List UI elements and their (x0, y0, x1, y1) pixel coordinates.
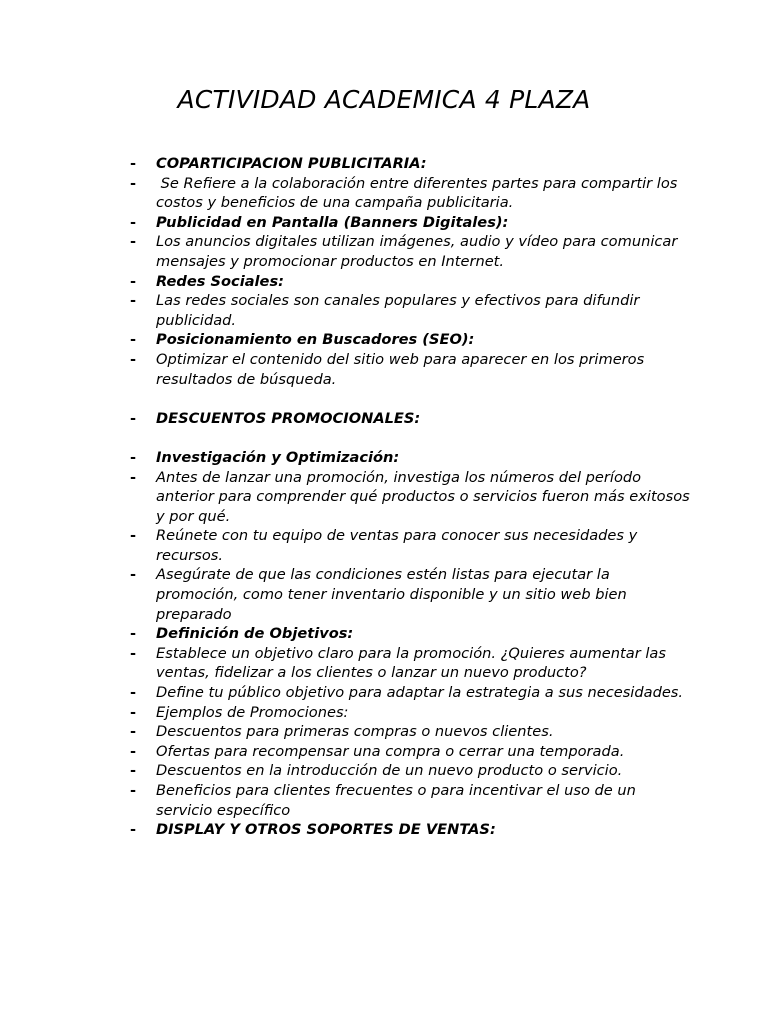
item-text: DISPLAY Y OTROS SOPORTES DE VENTAS: (156, 821, 496, 839)
list-item (130, 703, 690, 723)
list-item (130, 174, 690, 213)
list-item (130, 448, 690, 468)
bullet-dash: - (130, 625, 137, 643)
item-text: Descuentos en la introducción de un nuevo producto o servicio. (156, 762, 623, 780)
bullet-dash: - (130, 821, 137, 839)
item-text: COPARTICIPACION PUBLICITARIA: (156, 155, 427, 172)
bullet-list (130, 154, 690, 840)
list-item (130, 468, 690, 527)
list-item (130, 232, 690, 271)
item-text: Establece un objetivo claro para la promoción. ¿Quieres aumentar las ventas, fidelizar a los clientes o lanzar un nuevo producto? (156, 644, 666, 682)
item-text: Posicionamiento en Buscadores (SEO): (156, 331, 475, 349)
list-item (130, 624, 690, 644)
item-text: Ofertas para recompensar una compra o cerrar una temporada. (156, 742, 625, 760)
list-item (130, 722, 690, 742)
item-text: Se Refiere a la colaboración entre diferentes partes para compartir los costos y beneficios de una campaña publicitaria. (156, 174, 682, 212)
bullet-dash: - (130, 448, 137, 466)
list-item (130, 781, 690, 820)
list-item (130, 330, 690, 350)
list-item (130, 154, 690, 174)
item-text: Reúnete con tu equipo de ventas para conocer sus necesidades y recursos. (156, 527, 638, 564)
item-text: Redes Sociales: (156, 272, 284, 290)
list-item (130, 742, 690, 762)
list-item (130, 644, 690, 683)
bullet-dash: - (130, 684, 137, 702)
list-item (130, 526, 690, 565)
list-item (130, 272, 690, 292)
bullet-dash: - (130, 527, 137, 545)
list-item (130, 683, 690, 703)
item-text: Investigación y Optimización: (156, 448, 400, 466)
item-text: Ejemplos de Promociones: (156, 703, 349, 721)
bullet-dash: - (130, 409, 137, 427)
bullet-dash: - (130, 174, 137, 192)
bullet-dash: - (130, 762, 137, 780)
list-item (130, 565, 690, 624)
item-text: Descuentos para primeras compras o nuevos clientes. (156, 723, 554, 741)
bullet-dash: - (130, 292, 137, 310)
bullet-dash: - (130, 272, 137, 290)
bullet-dash: - (130, 566, 137, 584)
item-text: Las redes sociales son canales populares y efectivos para difundir publicidad. (156, 292, 640, 329)
item-text: Los anuncios digitales utilizan imágenes, audio y vídeo para comunicar mensajes y promocionar productos en Internet. (156, 233, 678, 270)
item-text: Asegúrate de que las condiciones estén listas para ejecutar la promoción, como tener inventario disponible y un sitio web bien preparado (156, 566, 627, 623)
bullet-dash: - (130, 742, 137, 760)
item-text: Publicidad en Pantalla (Banners Digitales): (156, 213, 509, 231)
item-text: Definición de Objetivos: (156, 625, 354, 643)
bullet-dash: - (130, 350, 137, 368)
bullet-dash: - (130, 782, 137, 799)
list-item (130, 213, 690, 233)
item-text: DESCUENTOS PROMOCIONALES: (156, 409, 421, 427)
list-item (130, 761, 690, 781)
bullet-dash: - (130, 331, 137, 349)
item-text: Optimizar el contenido del sitio web para aparecer en los primeros resultados de búsqueda. (156, 350, 645, 388)
bullet-dash: - (130, 213, 137, 231)
bullet-dash: - (130, 703, 137, 721)
bullet-dash: - (130, 233, 137, 251)
list-item (130, 291, 690, 330)
item-text: Beneficios para clientes frecuentes o para incentivar el uso de un servicio específico (156, 782, 636, 819)
item-text: Antes de lanzar una promoción, investiga los números del período anterior para comprender qué productos o servicios fueron más exitosos y por qué. (156, 468, 690, 525)
bullet-dash: - (130, 468, 137, 486)
list-item (130, 350, 690, 389)
list-item (130, 820, 690, 840)
item-text: Define tu público objetivo para adaptar la estrategia a sus necesidades. (156, 684, 684, 702)
bullet-dash: - (130, 644, 137, 662)
bullet-dash: - (130, 723, 137, 741)
document-title: ACTIVIDAD ACADEMICA 4 PLAZA (177, 85, 591, 114)
bullet-dash: - (130, 155, 137, 172)
list-item (130, 409, 690, 429)
